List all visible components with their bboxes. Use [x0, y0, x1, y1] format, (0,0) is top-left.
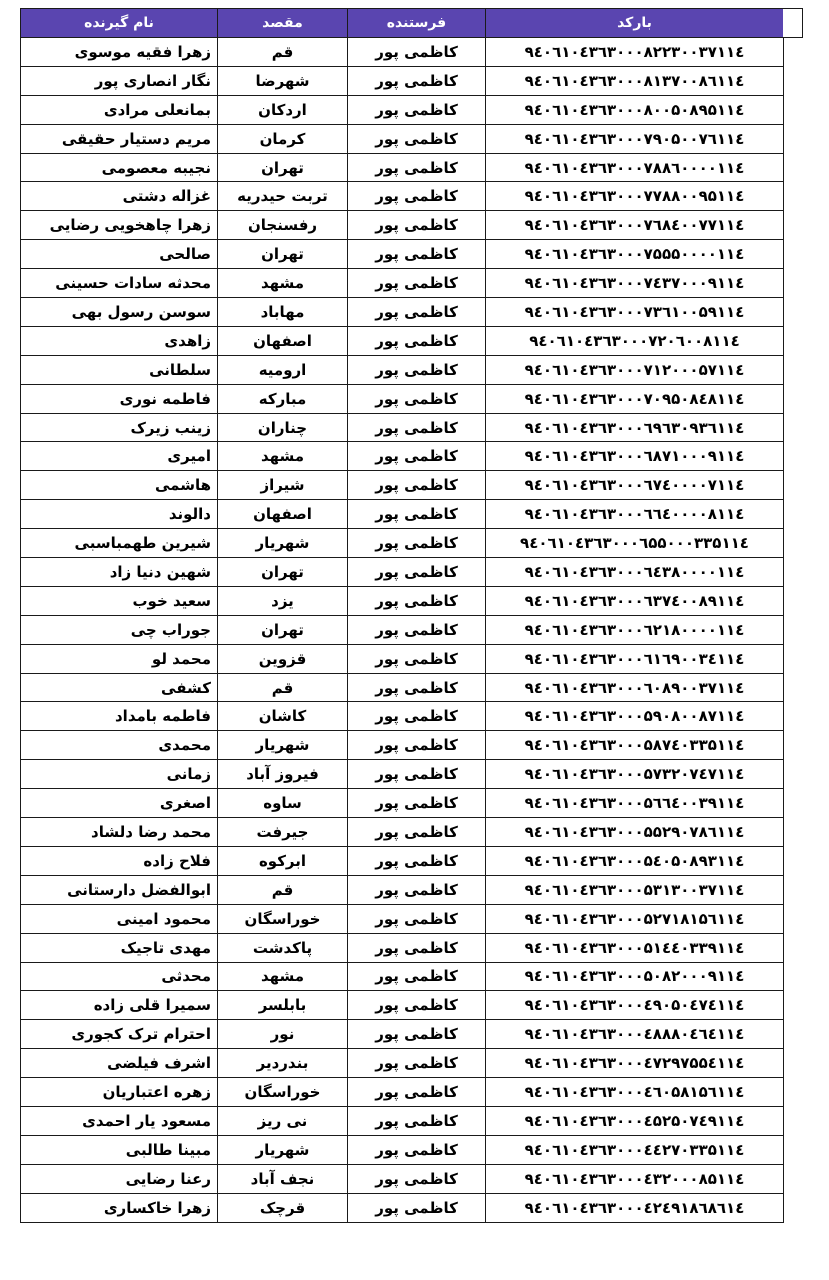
destination-cell: شیراز: [218, 471, 348, 500]
sender-cell: کاظمی پور: [348, 702, 486, 731]
sender-cell: کاظمی پور: [348, 95, 486, 124]
sender-cell: کاظمی پور: [348, 500, 486, 529]
destination-cell: یزد: [218, 586, 348, 615]
sender-cell: کاظمی پور: [348, 124, 486, 153]
destination-cell: اصفهان: [218, 500, 348, 529]
barcode-cell: ۹٤۰٦۱۰٤۳٦۳۰۰۰٦۱٦۹۰۰۳٤۱۱٤: [486, 644, 784, 673]
barcode-cell: ۹٤۰٦۱۰٤۳٦۳۰۰۰۷۱۲۰۰۰۵۷۱۱٤: [486, 355, 784, 384]
sender-cell: کاظمی پور: [348, 673, 486, 702]
sender-cell: کاظمی پور: [348, 471, 486, 500]
recipient-cell: مریم دستیار حقیقی: [21, 124, 218, 153]
recipient-cell: صالحی: [21, 240, 218, 269]
header-destination: مقصد: [218, 9, 348, 38]
recipient-cell: مهدی تاجیک: [21, 933, 218, 962]
barcode-cell: ۹٤۰٦۱۰٤۳٦۳۰۰۰۵۳۱۳۰۰۳۷۱۱٤: [486, 875, 784, 904]
barcode-cell: ۹٤۰٦۱۰٤۳٦۳۰۰۰۵۹۰۸۰۰۸۷۱۱٤: [486, 702, 784, 731]
destination-cell: نی ریز: [218, 1106, 348, 1135]
recipient-cell: نجیبه معصومی: [21, 153, 218, 182]
destination-cell: مشهد: [218, 269, 348, 298]
barcode-cell: ۹٤۰٦۱۰٤۳٦۳۰۰۰۷٤۳۷۰۰۰۹۱۱٤: [486, 269, 784, 298]
table-row: [21, 384, 784, 413]
sender-cell: کاظمی پور: [348, 442, 486, 471]
barcode-cell: ۹٤۰٦۱۰٤۳٦۳۰۰۰٦۷٤۰۰۰۰۷۱۱٤: [486, 471, 784, 500]
barcode-cell: ۹٤۰٦۱۰٤۳٦۳۰۰۰۸۱۳۷۰۰۸٦۱۱٤: [486, 66, 784, 95]
destination-cell: قزوین: [218, 644, 348, 673]
table-row: [21, 702, 784, 731]
sender-cell: کاظمی پور: [348, 1078, 486, 1107]
recipient-cell: رعنا رضایی: [21, 1164, 218, 1193]
recipient-cell: زاهدی: [21, 326, 218, 355]
sender-cell: کاظمی پور: [348, 298, 486, 327]
recipient-cell: مسعود یار احمدی: [21, 1106, 218, 1135]
table-row: [21, 789, 784, 818]
destination-cell: تربت حیدریه: [218, 182, 348, 211]
sender-cell: کاظمی پور: [348, 586, 486, 615]
table-row: [21, 95, 784, 124]
destination-cell: اصفهان: [218, 326, 348, 355]
barcode-cell: ۹٤۰٦۱۰٤۳٦۳۰۰۰٦٦٤۰۰۰۰۸۱۱٤: [486, 500, 784, 529]
barcode-cell: ۹٤۰٦۱۰٤۳٦۳۰۰۰٤۳۲۰۰۰۸۵۱۱٤: [486, 1164, 784, 1193]
sender-cell: کاظمی پور: [348, 1020, 486, 1049]
destination-cell: خوراسگان: [218, 904, 348, 933]
shipment-table-container: [20, 8, 803, 1223]
barcode-cell: ۹٤۰٦۱۰٤۳٦۳۰۰۰۷٦۸٤۰۰۷۷۱۱٤: [486, 211, 784, 240]
recipient-cell: محمدی: [21, 731, 218, 760]
destination-cell: تهران: [218, 558, 348, 587]
destination-cell: ساوه: [218, 789, 348, 818]
destination-cell: تهران: [218, 153, 348, 182]
recipient-cell: بمانعلی مرادی: [21, 95, 218, 124]
recipient-cell: محمد لو: [21, 644, 218, 673]
table-row: [21, 66, 784, 95]
table-row: [21, 529, 784, 558]
destination-cell: ارومیه: [218, 355, 348, 384]
table-row: [21, 962, 784, 991]
barcode-cell: ۹٤۰٦۱۰٤۳٦۳۰۰۰۷۲۰٦۰۰۸۱۱٤: [486, 326, 784, 355]
destination-cell: مهاباد: [218, 298, 348, 327]
header-row: [21, 9, 784, 38]
table-row: [21, 818, 784, 847]
recipient-cell: سعید خوب: [21, 586, 218, 615]
barcode-cell: ۹٤۰٦۱۰٤۳٦۳۰۰۰٤۷۲۹۷۵۵٤۱۱٤: [486, 1049, 784, 1078]
barcode-cell: ۹٤۰٦۱۰٤۳٦۳۰۰۰۵٦٦٤۰۰۳۹۱۱٤: [486, 789, 784, 818]
sender-cell: کاظمی پور: [348, 269, 486, 298]
destination-cell: ابرکوه: [218, 846, 348, 875]
recipient-cell: ابوالفضل دارستانی: [21, 875, 218, 904]
barcode-cell: ۹٤۰٦۱۰٤۳٦۳۰۰۰٦۹٦۳۰۹۳٦۱۱٤: [486, 413, 784, 442]
recipient-cell: کشفی: [21, 673, 218, 702]
recipient-cell: زهرا فقیه موسوی: [21, 38, 218, 67]
destination-cell: قم: [218, 875, 348, 904]
table-row: [21, 355, 784, 384]
destination-cell: بندردیر: [218, 1049, 348, 1078]
table-row: [21, 586, 784, 615]
recipient-cell: شهین دنیا زاد: [21, 558, 218, 587]
barcode-cell: ۹٤۰٦۱۰٤۳٦۳۰۰۰٤٤۲۷۰۳۳۵۱۱٤: [486, 1135, 784, 1164]
barcode-cell: ۹٤۰٦۱۰٤۳٦۳۰۰۰٦٤۳۸۰۰۰۰۱۱٤: [486, 558, 784, 587]
destination-cell: شهریار: [218, 1135, 348, 1164]
barcode-cell: ۹٤۰٦۱۰٤۳٦۳۰۰۰٤۹۰۵۰٤۷٤۱۱٤: [486, 991, 784, 1020]
recipient-cell: فاطمه بامداد: [21, 702, 218, 731]
table-row: [21, 442, 784, 471]
destination-cell: شهرضا: [218, 66, 348, 95]
barcode-cell: ۹٤۰٦۱۰٤۳٦۳۰۰۰٤۲٤۹۱۸٦۸٦۱٤: [486, 1193, 784, 1222]
destination-cell: کرمان: [218, 124, 348, 153]
destination-cell: مشهد: [218, 962, 348, 991]
recipient-cell: محمد رضا دلشاد: [21, 818, 218, 847]
table-row: [21, 471, 784, 500]
table-row: [21, 153, 784, 182]
table-row: [21, 413, 784, 442]
barcode-cell: ۹٤۰٦۱۰٤۳٦۳۰۰۰۸۲۲۳۰۰۳۷۱۱٤: [486, 38, 784, 67]
destination-cell: تهران: [218, 240, 348, 269]
destination-cell: چناران: [218, 413, 348, 442]
table-row: [21, 211, 784, 240]
table-row: [21, 240, 784, 269]
table-row: [21, 875, 784, 904]
recipient-cell: زینب زیرک: [21, 413, 218, 442]
table-row: [21, 731, 784, 760]
sender-cell: کاظمی پور: [348, 846, 486, 875]
table-row: [21, 182, 784, 211]
table-row: [21, 615, 784, 644]
recipient-cell: سوسن رسول بهی: [21, 298, 218, 327]
barcode-cell: ۹٤۰٦۱۰٤۳٦۳۰۰۰٦۵۵۰۰۰۳۳۵۱۱٤: [486, 529, 784, 558]
table-row: [21, 1078, 784, 1107]
barcode-cell: ۹٤۰٦۱۰٤۳٦۳۰۰۰٦۰۸۹۰۰۳۷۱۱٤: [486, 673, 784, 702]
barcode-cell: ۹٤۰٦۱۰٤۳٦۳۰۰۰۷۵۵۵۰۰۰۰۱۱٤: [486, 240, 784, 269]
destination-cell: قم: [218, 673, 348, 702]
sender-cell: کاظمی پور: [348, 413, 486, 442]
sender-cell: کاظمی پور: [348, 558, 486, 587]
destination-cell: نور: [218, 1020, 348, 1049]
recipient-cell: غزاله دشتی: [21, 182, 218, 211]
barcode-cell: ۹٤۰٦۱۰٤۳٦۳۰۰۰۵۸۷٤۰۳۳۵۱۱٤: [486, 731, 784, 760]
barcode-cell: ۹٤۰٦۱۰٤۳٦۳۰۰۰٤۸۸۸۰٤٦٤۱۱٤: [486, 1020, 784, 1049]
recipient-cell: امیری: [21, 442, 218, 471]
barcode-cell: ۹٤۰٦۱۰٤۳٦۳۰۰۰۷۷۸۸۰۰۹۵۱۱٤: [486, 182, 784, 211]
recipient-cell: جوراب چی: [21, 615, 218, 644]
sender-cell: کاظمی پور: [348, 904, 486, 933]
recipient-cell: احترام ترک کجوری: [21, 1020, 218, 1049]
barcode-cell: ۹٤۰٦۱۰٤۳٦۳۰۰۰۷۳٦۱۰۰۵۹۱۱٤: [486, 298, 784, 327]
barcode-cell: ۹٤۰٦۱۰٤۳٦۳۰۰۰٦۲۱۸۰۰۰۰۱۱٤: [486, 615, 784, 644]
barcode-cell: ۹٤۰٦۱۰٤۳٦۳۰۰۰۵۷۳۲۰۷٤۷۱۱٤: [486, 760, 784, 789]
recipient-cell: زهرا خاکساری: [21, 1193, 218, 1222]
table-row: [21, 933, 784, 962]
sender-cell: کاظمی پور: [348, 731, 486, 760]
destination-cell: فیروز آباد: [218, 760, 348, 789]
barcode-cell: ۹٤۰٦۱۰٤۳٦۳۰۰۰۵۵۲۹۰۷۸٦۱۱٤: [486, 818, 784, 847]
table-row: [21, 846, 784, 875]
barcode-cell: ۹٤۰٦۱۰٤۳٦۳۰۰۰۵۲۷۱۸۱۵٦۱۱٤: [486, 904, 784, 933]
recipient-cell: سلطانی: [21, 355, 218, 384]
barcode-cell: ۹٤۰٦۱۰٤۳٦۳۰۰۰۷۹۰۵۰۰۷٦۱۱٤: [486, 124, 784, 153]
sender-cell: کاظمی پور: [348, 240, 486, 269]
recipient-cell: محدثه سادات حسینی: [21, 269, 218, 298]
destination-cell: جیرفت: [218, 818, 348, 847]
table-row: [21, 298, 784, 327]
table-row: [21, 1049, 784, 1078]
recipient-cell: سمیرا قلی زاده: [21, 991, 218, 1020]
destination-cell: بابلسر: [218, 991, 348, 1020]
sender-cell: کاظمی پور: [348, 1106, 486, 1135]
table-row: [21, 1020, 784, 1049]
destination-cell: شهریار: [218, 731, 348, 760]
table-row: [21, 124, 784, 153]
sender-cell: کاظمی پور: [348, 38, 486, 67]
table-row: [21, 644, 784, 673]
recipient-cell: زهرا چاهخویی رضایی: [21, 211, 218, 240]
table-row: [21, 904, 784, 933]
recipient-cell: زمانی: [21, 760, 218, 789]
sender-cell: کاظمی پور: [348, 355, 486, 384]
sender-cell: کاظمی پور: [348, 1193, 486, 1222]
recipient-cell: دالوند: [21, 500, 218, 529]
recipient-cell: محمود امینی: [21, 904, 218, 933]
table-row: [21, 1106, 784, 1135]
recipient-cell: زهره اعتباریان: [21, 1078, 218, 1107]
destination-cell: تهران: [218, 615, 348, 644]
barcode-cell: ۹٤۰٦۱۰٤۳٦۳۰۰۰۷۸۸٦۰۰۰۰۱۱٤: [486, 153, 784, 182]
sender-cell: کاظمی پور: [348, 326, 486, 355]
sender-cell: کاظمی پور: [348, 1135, 486, 1164]
table-row: [21, 326, 784, 355]
table-row: [21, 1193, 784, 1222]
sender-cell: کاظمی پور: [348, 529, 486, 558]
destination-cell: مشهد: [218, 442, 348, 471]
barcode-cell: ۹٤۰٦۱۰٤۳٦۳۰۰۰۸۰۰۵۰۸۹۵۱۱٤: [486, 95, 784, 124]
recipient-cell: اصغری: [21, 789, 218, 818]
table-row: [21, 760, 784, 789]
sender-cell: کاظمی پور: [348, 760, 486, 789]
sender-cell: کاظمی پور: [348, 211, 486, 240]
table-row: [21, 38, 784, 67]
sender-cell: کاظمی پور: [348, 962, 486, 991]
barcode-cell: ۹٤۰٦۱۰٤۳٦۳۰۰۰۵۰۸۲۰۰۰۹۱۱٤: [486, 962, 784, 991]
table-row: [21, 558, 784, 587]
recipient-cell: نگار انصاری پور: [21, 66, 218, 95]
sender-cell: کاظمی پور: [348, 875, 486, 904]
recipient-cell: اشرف فیلضی: [21, 1049, 218, 1078]
table-row: [21, 269, 784, 298]
barcode-cell: ۹٤۰٦۱۰٤۳٦۳۰۰۰۷۰۹۵۰۸٤۸۱۱٤: [486, 384, 784, 413]
sender-cell: کاظمی پور: [348, 153, 486, 182]
recipient-cell: محدثی: [21, 962, 218, 991]
destination-cell: رفسنجان: [218, 211, 348, 240]
sender-cell: کاظمی پور: [348, 1164, 486, 1193]
sender-cell: کاظمی پور: [348, 66, 486, 95]
table-row: [21, 1135, 784, 1164]
barcode-cell: ۹٤۰٦۱۰٤۳٦۳۰۰۰٤۵۲۵۰۷٤۹۱۱٤: [486, 1106, 784, 1135]
sender-cell: کاظمی پور: [348, 818, 486, 847]
destination-cell: پاکدشت: [218, 933, 348, 962]
barcode-cell: ۹٤۰٦۱۰٤۳٦۳۰۰۰٦۳۷٤۰۰۸۹۱۱٤: [486, 586, 784, 615]
sender-cell: کاظمی پور: [348, 615, 486, 644]
sender-cell: کاظمی پور: [348, 1049, 486, 1078]
destination-cell: شهریار: [218, 529, 348, 558]
header-barcode: بارکد: [486, 9, 784, 38]
barcode-cell: ۹٤۰٦۱۰٤۳٦۳۰۰۰٤٦۰۵۸۱۵٦۱۱٤: [486, 1078, 784, 1107]
recipient-cell: هاشمی: [21, 471, 218, 500]
destination-cell: نجف آباد: [218, 1164, 348, 1193]
sender-cell: کاظمی پور: [348, 384, 486, 413]
shipment-table: [20, 8, 784, 1223]
header-sender: فرستنده: [348, 9, 486, 38]
destination-cell: مبارکه: [218, 384, 348, 413]
header-edge-cell: [783, 8, 803, 38]
sender-cell: کاظمی پور: [348, 182, 486, 211]
table-row: [21, 500, 784, 529]
recipient-cell: فلاح زاده: [21, 846, 218, 875]
recipient-cell: شیرین طهمباسبی: [21, 529, 218, 558]
sender-cell: کاظمی پور: [348, 933, 486, 962]
destination-cell: اردکان: [218, 95, 348, 124]
recipient-cell: فاطمه نوری: [21, 384, 218, 413]
table-row: [21, 1164, 784, 1193]
destination-cell: خوراسگان: [218, 1078, 348, 1107]
header-recipient: نام گیرنده: [21, 9, 218, 38]
destination-cell: کاشان: [218, 702, 348, 731]
barcode-cell: ۹٤۰٦۱۰٤۳٦۳۰۰۰٦۸۷۱۰۰۰۹۱۱٤: [486, 442, 784, 471]
table-row: [21, 991, 784, 1020]
destination-cell: قم: [218, 38, 348, 67]
recipient-cell: مبینا طالبی: [21, 1135, 218, 1164]
table-row: [21, 673, 784, 702]
destination-cell: قرچک: [218, 1193, 348, 1222]
table-body: [21, 38, 784, 1223]
sender-cell: کاظمی پور: [348, 644, 486, 673]
barcode-cell: ۹٤۰٦۱۰٤۳٦۳۰۰۰۵۱٤٤۰۳۳۹۱۱٤: [486, 933, 784, 962]
sender-cell: کاظمی پور: [348, 789, 486, 818]
sender-cell: کاظمی پور: [348, 991, 486, 1020]
barcode-cell: ۹٤۰٦۱۰٤۳٦۳۰۰۰۵٤۰۵۰۸۹۳۱۱٤: [486, 846, 784, 875]
